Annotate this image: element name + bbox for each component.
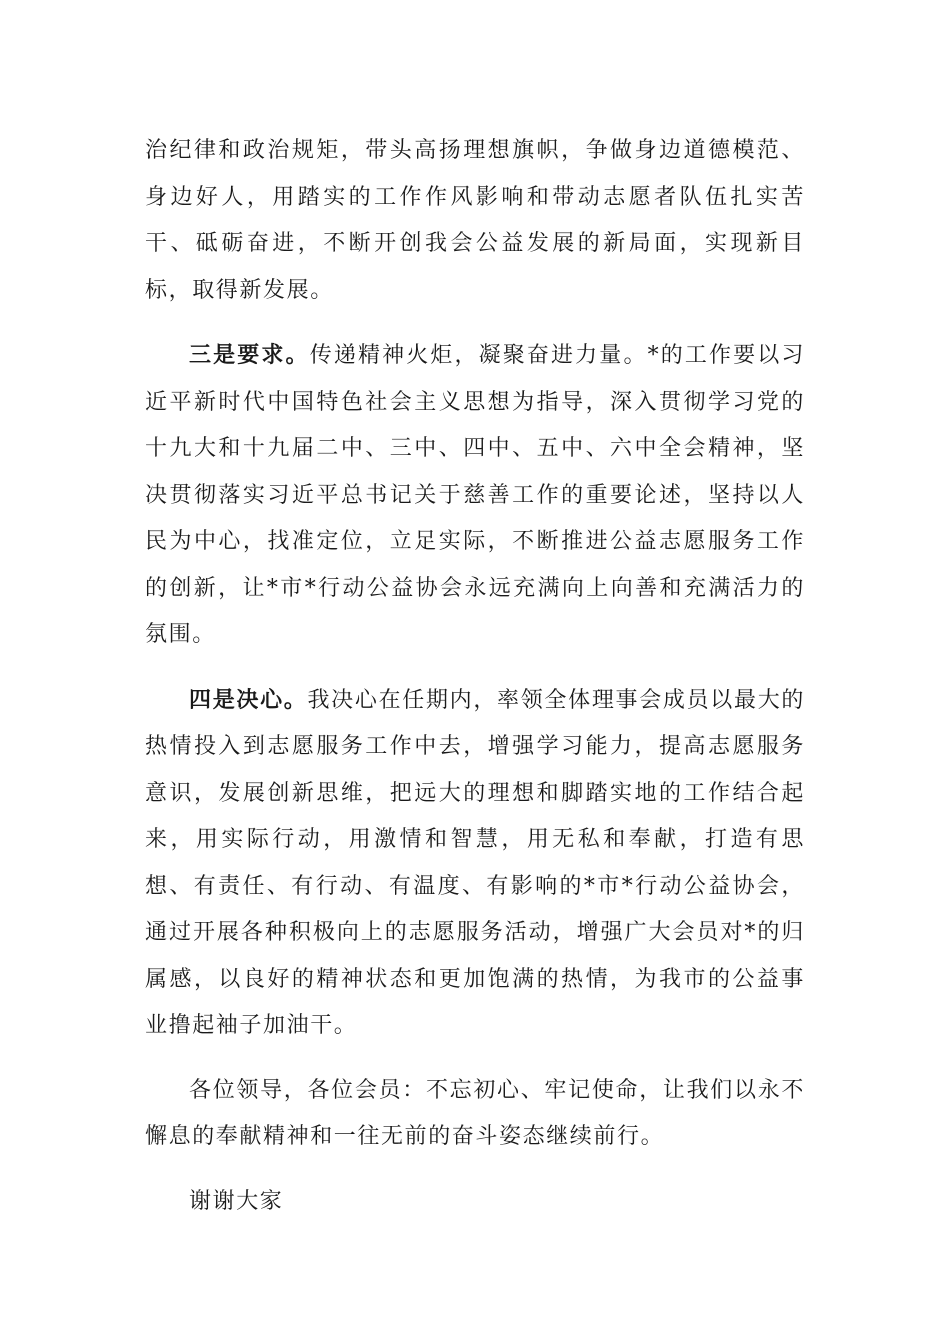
paragraph-thanks [145, 1179, 805, 1226]
paragraph-continuation [145, 128, 805, 314]
paragraph-lead: 三是要求。 [189, 342, 310, 368]
paragraph-text: 我决心在任期内，率领全体理事会成员以最大的热情投入到志愿服务工作中去，增强学习能力，提高志愿服务意识，发展创新思维，把远大的理想和脚踏实地的工作结合起来，用实际行动，用激情和智慧，用无私和奉献，打造有思想、有责任、有行动、有温度、有影响的*市*行动公益协会，通过开展各种积极向上的志愿服务活动，增强广大会员对*的归属感，以良好的精神状态和更加饱满的热情，为我市的公益事业撸起袖子加油干。 [145, 687, 805, 1038]
paragraph-text: 谢谢大家 [189, 1188, 284, 1214]
paragraph-requirement [145, 332, 805, 659]
document-page [145, 128, 805, 1225]
paragraph-lead: 四是决心。 [189, 686, 308, 713]
paragraph-closing [145, 1068, 805, 1161]
paragraph-determination [145, 677, 805, 1050]
paragraph-text: 治纪律和政治规矩，带头高扬理想旗帜，争做身边道德模范、身边好人，用踏实的工作作风影响和带动志愿者队伍扎实苦干、砥砺奋进，不断开创我会公益发展的新局面，实现新目标，取得新发展。 [145, 138, 805, 303]
paragraph-text: 传递精神火炬，凝聚奋进力量。*的工作要以习近平新时代中国特色社会主义思想为指导，深入贯彻学习党的十九大和十九届二中、三中、四中、五中、六中全会精神，坚决贯彻落实习近平总书记关于慈善工作的重要论述，坚持以人民为中心，找准定位，立足实际，不断推进公益志愿服务工作的创新，让*市*行动公益协会永远充满向上向善和充满活力的氛围。 [145, 343, 805, 647]
paragraph-text: 各位领导，各位会员：不忘初心、牢记使命，让我们以永不懈息的奉献精神和一往无前的奋斗姿态继续前行。 [145, 1077, 805, 1149]
